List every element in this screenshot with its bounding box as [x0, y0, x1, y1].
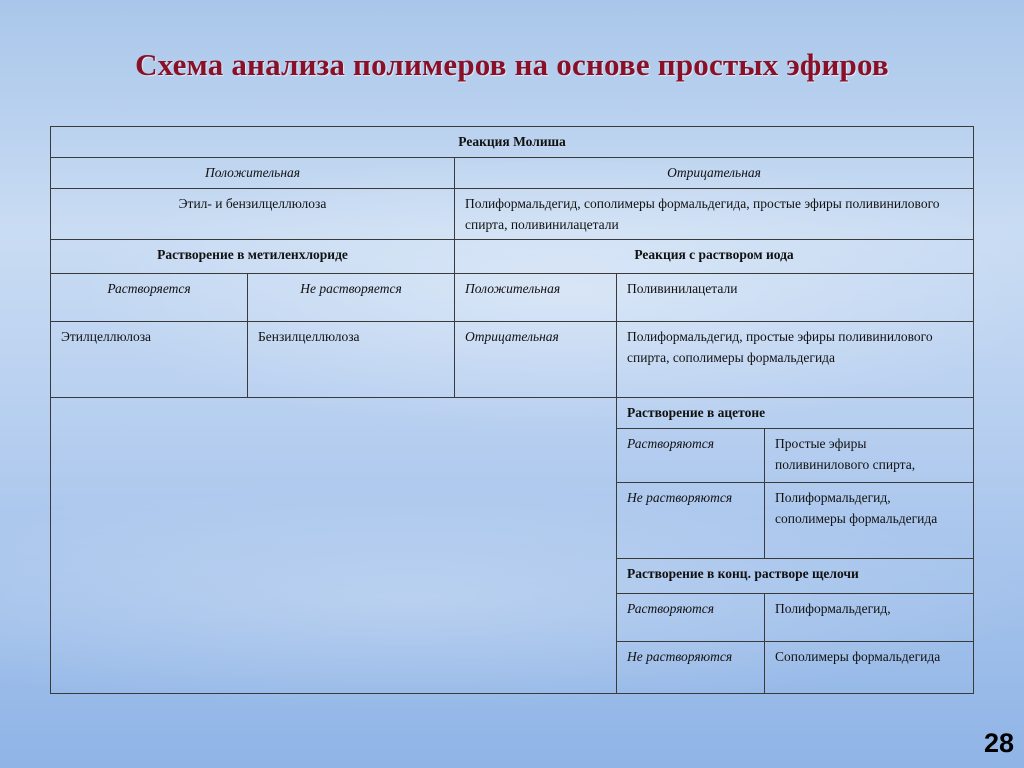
alkali-dissolve-label: Растворяются — [617, 594, 765, 642]
iodine-positive-items: Поливинилацетали — [617, 274, 974, 322]
iodine-header: Реакция с раствором иода — [455, 240, 974, 274]
table-row — [51, 158, 974, 189]
acetone-not-dissolve-items: Полиформальдегид, сополимеры формальдегида — [765, 483, 974, 559]
empty-area — [51, 398, 617, 694]
alkali-not-dissolve-label: Не растворяются — [617, 642, 765, 694]
methylene-chloride-header: Растворение в метиленхлориде — [51, 240, 455, 274]
molish-positive-items: Этил- и бензилцеллюлоза — [51, 189, 455, 240]
alkali-not-dissolve-items: Сополимеры формальдегида — [765, 642, 974, 694]
table-row — [51, 274, 974, 322]
table-row — [51, 322, 974, 398]
slide-title: Схема анализа полимеров на основе простых эфиров — [135, 47, 889, 82]
molish-header: Реакция Молиша — [51, 127, 974, 158]
acetone-dissolve-label: Растворяются — [617, 429, 765, 483]
iodine-positive-label: Положительная — [455, 274, 617, 322]
analysis-scheme-table — [50, 126, 974, 694]
table-row — [51, 189, 974, 240]
acetone-dissolve-items: Простые эфиры поливинилового спирта, — [765, 429, 974, 483]
page-number: 28 — [983, 728, 1014, 758]
acetone-header: Растворение в ацетоне — [617, 398, 974, 429]
ethylcellulose-cell: Этилцеллюлоза — [51, 322, 248, 398]
table-row — [51, 240, 974, 274]
acetone-not-dissolve-label: Не растворяются — [617, 483, 765, 559]
table-row — [51, 127, 974, 158]
molish-negative-items: Полиформальдегид, сополимеры формальдегида, простые эфиры поливинилового спирта, поливинилацетали — [455, 189, 974, 240]
dissolves-label: Растворяется — [51, 274, 248, 322]
iodine-negative-items: Полиформальдегид, простые эфиры поливинилового спирта, сополимеры формальдегида — [617, 322, 974, 398]
benzylcellulose-cell: Бензилцеллюлоза — [248, 322, 455, 398]
molish-negative-label: Отрицательная — [455, 158, 974, 189]
table-row — [51, 398, 974, 429]
molish-positive-label: Положительная — [51, 158, 455, 189]
not-dissolves-label: Не растворяется — [248, 274, 455, 322]
alkali-dissolve-items: Полиформальдегид, — [765, 594, 974, 642]
alkali-header: Растворение в конц. растворе щелочи — [617, 559, 974, 594]
iodine-negative-label: Отрицательная — [455, 322, 617, 398]
